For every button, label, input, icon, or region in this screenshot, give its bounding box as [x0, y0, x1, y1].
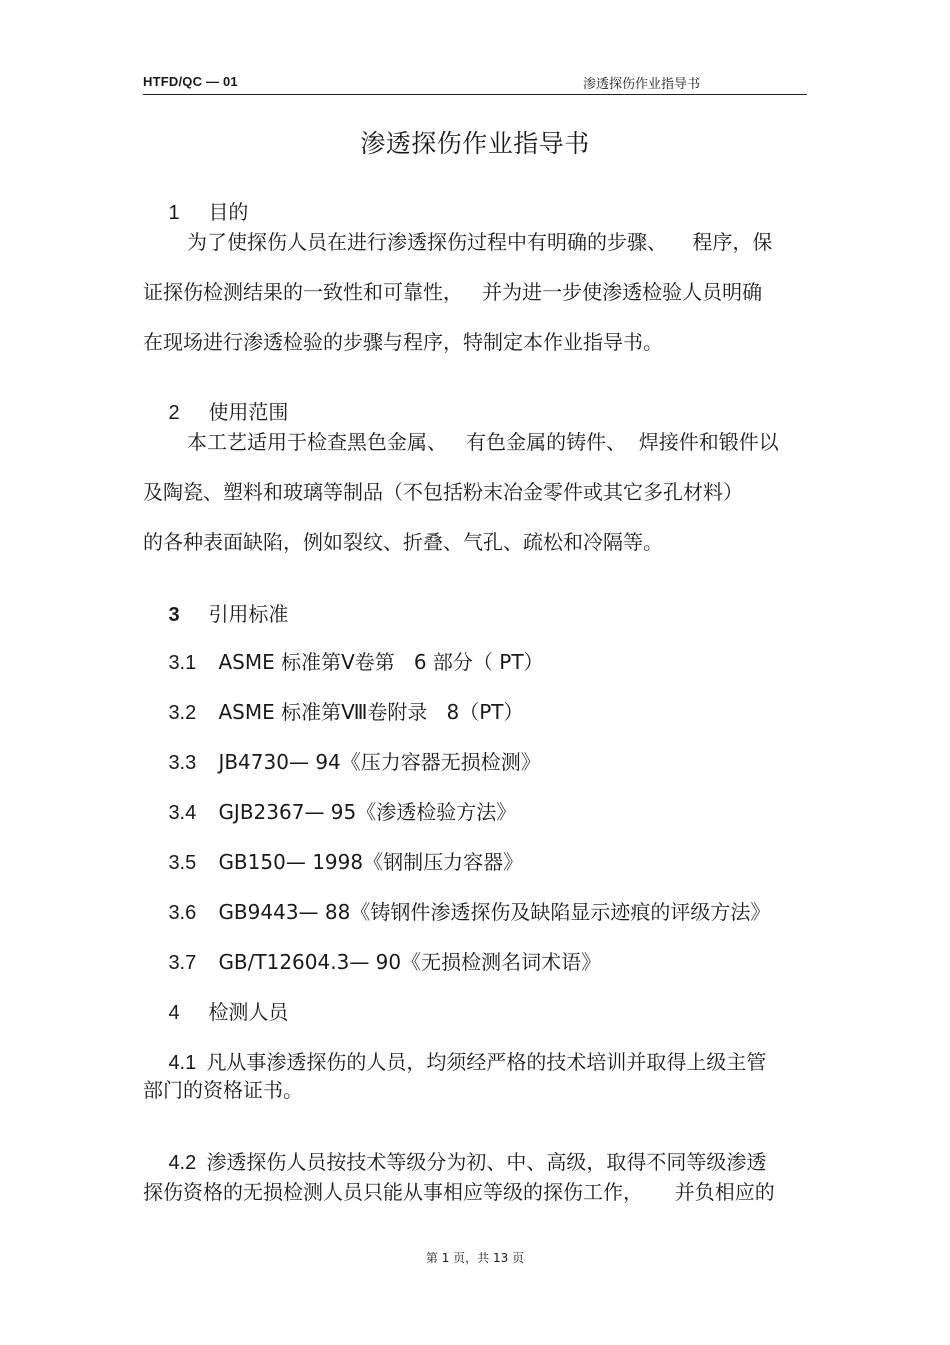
paragraph-line: 在现场进行渗透检验的步骤与程序，特制定本作业指导书。 [143, 330, 663, 354]
paragraph-line: 为了使探伤人员在进行渗透探伤过程中有明确的步骤、 程序，保 [187, 230, 773, 254]
reference-number: 3.4 [168, 802, 197, 824]
paragraph-line: 证探伤检测结果的一致性和可靠性， 并为进一步使渗透检验人员明确 [143, 280, 763, 304]
subsection-number: 4.2 [168, 1152, 197, 1174]
reference-number: 3.5 [168, 852, 197, 874]
reference-text: ASME 标准第Ⅴ卷第 6 部分（ PT） [218, 650, 544, 674]
reference-text: GJB2367— 95《渗透检验方法》 [218, 800, 517, 824]
reference-number: 3.2 [168, 702, 197, 724]
section-title: 使用范围 [208, 400, 289, 424]
doc-code: HTFD/QC — 01 [143, 74, 238, 89]
subsection-text: 凡从事渗透探伤的人员，均须经严格的技术培训并取得上级主管 [206, 1050, 767, 1074]
header-doc-title: 渗透探伤作业指导书 [583, 77, 701, 92]
section-number: 2 [168, 402, 180, 424]
section-number: 1 [168, 202, 180, 224]
reference-text: GB/T12604.3— 90《无损检测名词术语》 [218, 950, 602, 974]
reference-text: ASME 标准第Ⅷ卷附录 8（PT） [218, 700, 524, 724]
subsection-number: 4.1 [168, 1052, 197, 1074]
reference-text: JB4730— 94《压力容器无损检测》 [218, 750, 541, 774]
reference-text: GB150— 1998《钢制压力容器》 [218, 850, 524, 874]
subsection-text: 渗透探伤人员按技术等级分为初、中、高级，取得不同等级渗透 [206, 1150, 767, 1174]
reference-number: 3.3 [168, 752, 197, 774]
page-title: 渗透探伤作业指导书 [360, 129, 590, 158]
page-footer: 第 1 页，共 13 页 [425, 1251, 525, 1265]
section-title: 检测人员 [208, 1000, 289, 1024]
paragraph-line: 部门的资格证书。 [143, 1078, 303, 1102]
reference-number: 3.7 [168, 952, 197, 974]
section-title: 目的 [208, 200, 249, 224]
section-title: 引用标准 [208, 602, 289, 626]
paragraph-line: 的各种表面缺陷，例如裂纹、折叠、气孔、疏松和冷隔等。 [143, 530, 663, 554]
paragraph-line: 及陶瓷、塑料和玻璃等制品（不包括粉末冶金零件或其它多孔材料） [143, 480, 743, 504]
reference-number: 3.1 [168, 652, 197, 674]
paragraph-line: 本工艺适用于检查黑色金属、 有色金属的铸件、 焊接件和锻件以 [187, 430, 779, 454]
paragraph-line: 探伤资格的无损检测人员只能从事相应等级的探伤工作， 并负相应的 [143, 1180, 775, 1204]
page-header [143, 72, 807, 95]
reference-text: GB9443— 88《铸钢件渗透探伤及缺陷显示迹痕的评级方法》 [218, 900, 771, 924]
section-number: 3 [168, 604, 180, 626]
section-number: 4 [168, 1002, 180, 1024]
reference-number: 3.6 [168, 902, 197, 924]
